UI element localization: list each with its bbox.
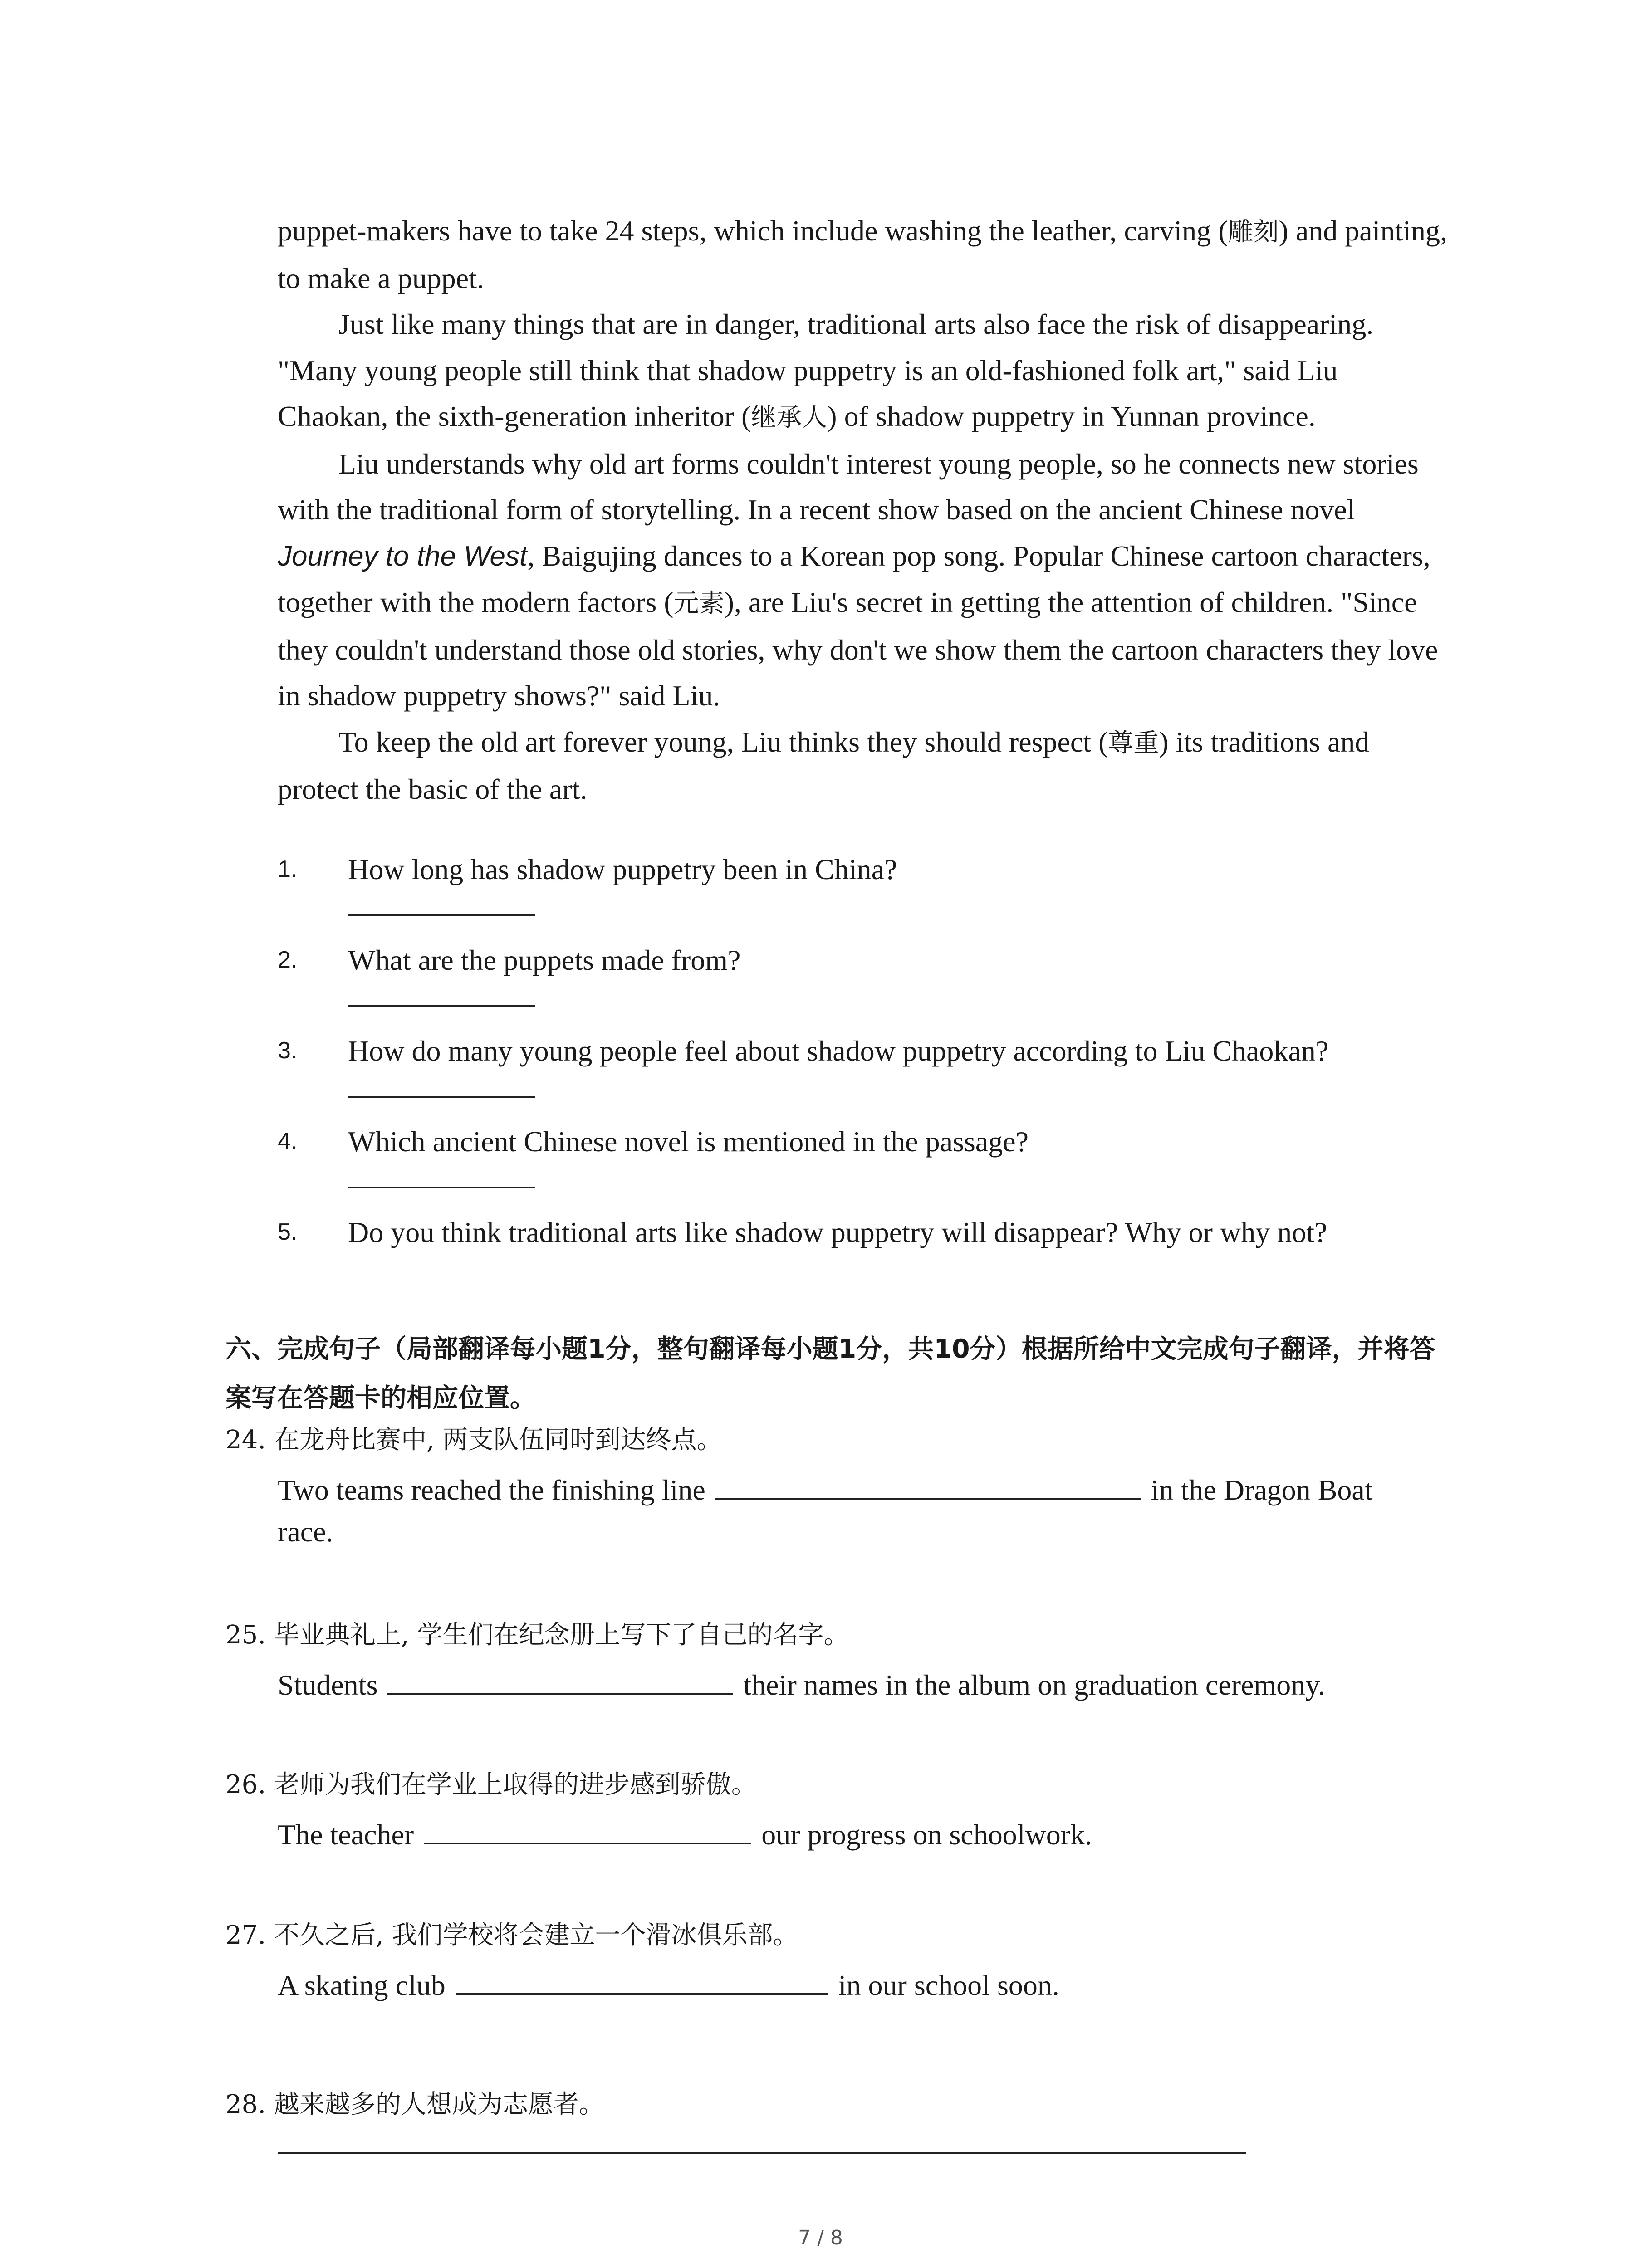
paragraph-4: To keep the old art forever young, Liu thinks they should respect (尊重) its traditions and protect the basic of the art. xyxy=(278,725,1370,805)
answer-blank[interactable] xyxy=(387,1664,733,1695)
answer-blank[interactable] xyxy=(456,1964,828,1995)
item-24: 24. 在龙舟比赛中, 两支队伍同时到达终点。 Two teams reached the finishing line in the Dragon Boat race. xyxy=(225,1425,1373,1548)
answer-blank[interactable] xyxy=(348,914,535,916)
paragraph-3: Liu understands why old art forms couldn't interest young people, so he connects new stories with the traditional form of storytelling. In a recent show based on the ancient Chinese novel Journey to the West, Baigujing dances to a Korean pop song. Popular Chinese cartoon characters, together with the modern factors (元素), are Liu's secret in getting the attention of children. "Since they couldn't understand those old stories, why don't we show them the cartoon characters they love in shadow puppetry shows?" said Liu. xyxy=(278,447,1438,712)
answer-blank[interactable] xyxy=(278,2152,1246,2154)
document-page: puppet-makers have to take 24 steps, which include washing the leather, carving (雕刻) and painting, to make a puppet. Just like many things that are in danger, traditional arts also face the risk of disappearing. "Many young people still think that shadow puppetry is an old-fashioned folk art," said Liu Chaokan, the sixth-generation inheritor (继承人) of shadow puppetry in Yunnan province. Liu understands why old art forms couldn't interest young people, so he connects new stories with the traditional form of storytelling. In a recent show based on the ancient Chinese novel Journey to the West, Baigujing dances to a Korean pop song. Popular Chinese cartoon characters, together with the modern factors (元素), are Liu's secret in getting the attention of children. "Since they couldn't understand those old stories, why don't we show them the cartoon characters they love in shadow puppetry shows?" said Liu. To keep the old art forever young, Liu thinks they should respect (尊重) its traditions and protect the basic of the art. 1. How long has shadow puppetry been in China? 2. What are the puppets made from? 3. How do many young people feel about shadow puppetry according to Liu Chaokan? 4. Which ancient Chinese novel is mentioned in the passage? 5. Do you think traditional arts like shadow puppetry will disappear? Why or why not? 六、完成句子（局部翻译每小题1分，整句翻译每小题1分，共10分）根据所给中文完成句子翻译，并将答案写在答题卡的相应位置。 24. 在龙舟比赛中, 两支队伍同时到达终点。 Two teams reached the finishing line in the Dragon Boat race. 25. 毕业典礼上, 学生们在纪念册上写下了自己的名字。 Students their names in the album on graduation ceremony. 26. 老师为我们在学业上取得的进步感到骄傲。 The teacher our progress on schoolwork. 27. 不久之后, 我们学校将会建立一个滑冰俱乐部。 A skating club in our school soon. 28. 越来越多的人想成为志愿者。 7 / 8 xyxy=(0,0,1641,2268)
answer-blank[interactable] xyxy=(348,1096,535,1098)
paragraph-2: Just like many things that are in danger, traditional arts also face the risk of disappearing. "Many young people still think that shadow puppetry is an old-fashioned folk art," said Liu Chaokan, the sixth-generation inheritor (继承人) of shadow puppetry in Yunnan province. xyxy=(278,308,1374,432)
answer-blank[interactable] xyxy=(348,1187,535,1188)
answer-blank[interactable] xyxy=(348,1005,535,1007)
reading-passage xyxy=(278,208,1448,812)
item-25: 25. 毕业典礼上, 学生们在纪念册上写下了自己的名字。 Students their names in the album on graduation ceremony. xyxy=(225,1620,1326,1701)
item-28: 28. 越来越多的人想成为志愿者。 xyxy=(225,2084,604,2121)
answer-blank[interactable] xyxy=(715,1469,1141,1500)
novel-title: Journey to the West xyxy=(278,540,528,572)
paragraph-1: puppet-makers have to take 24 steps, which include washing the leather, carving (雕刻) and painting, to make a puppet. xyxy=(278,215,1447,294)
answer-blank[interactable] xyxy=(424,1813,751,1844)
item-26: 26. 老师为我们在学业上取得的进步感到骄傲。 The teacher our progress on schoolwork. xyxy=(225,1770,1092,1851)
item-27: 27. 不久之后, 我们学校将会建立一个滑冰俱乐部。 A skating club in our school soon. xyxy=(225,1921,1059,2001)
section-6-heading: 六、完成句子（局部翻译每小题1分，整句翻译每小题1分，共10分）根据所给中文完成句子翻译，并将答案写在答题卡的相应位置。 xyxy=(225,1334,1435,1413)
page-number: 7 / 8 xyxy=(798,2226,843,2249)
